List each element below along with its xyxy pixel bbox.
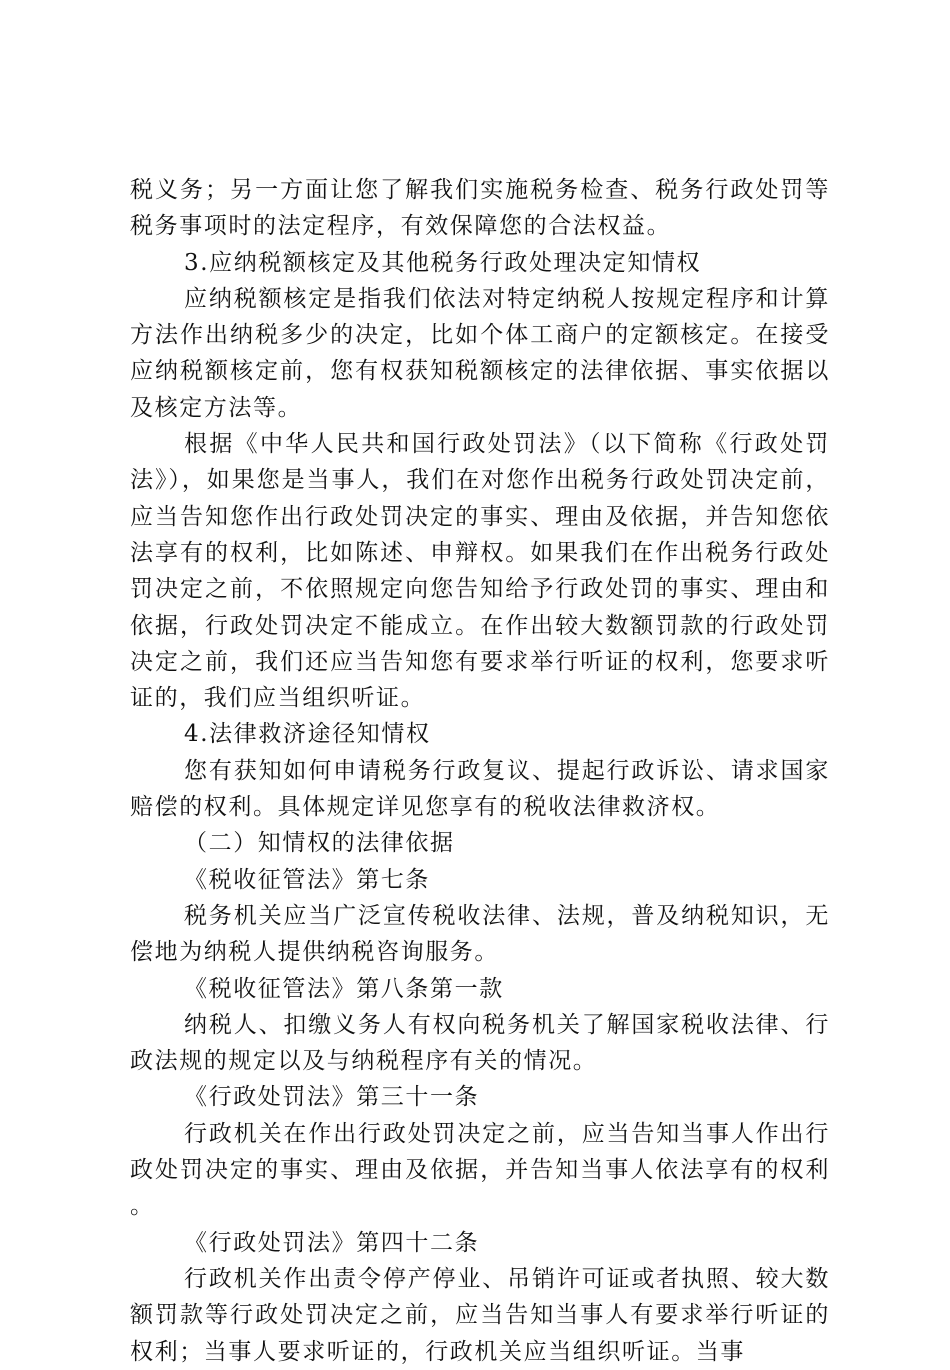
section-heading-legal-basis: （二）知情权的法律依据 (184, 830, 455, 857)
law-citation: 《税收征管法》第七条 (184, 866, 430, 893)
law-citation: 《行政处罚法》第三十一条 (184, 1084, 480, 1111)
law-text: 行政机关在作出行政处罚决定之前，应当告知当事人作出行政处罚决定的事实、理由及依据，并告知当事人依法享有的权利。 (130, 1120, 830, 1220)
law-text: 行政机关作出责令停产停业、吊销许可证或者执照、较大数额罚款等行政处罚决定之前，应当告知当事人有要求举行听证的权利；当事人要求听证的，行政机关应当组织听证。当事 (130, 1265, 830, 1365)
section-heading-3: 3.应纳税额核定及其他税务行政处理决定知情权 (184, 249, 702, 276)
paragraph-legal-remedy: 您有获知如何申请税务行政复议、提起行政诉讼、请求国家赔偿的权利。具体规定详见您享有的税收法律救济权。 (130, 757, 830, 821)
law-citation: 《行政处罚法》第四十二条 (184, 1229, 480, 1256)
section-heading-4: 4.法律救济途径知情权 (184, 721, 431, 748)
law-text: 纳税人、扣缴义务人有权向税务机关了解国家税收法律、行政法规的规定以及与纳税程序有关的情况。 (130, 1011, 830, 1075)
paragraph-continuation: 税义务；另一方面让您了解我们实施税务检查、税务行政处罚等税务事项时的法定程序，有效保障您的合法权益。 (130, 177, 830, 240)
paragraph-tax-assessment: 应纳税额核定是指我们依法对特定纳税人按规定程序和计算方法作出纳税多少的决定，比如个体工商户的定额核定。在接受应纳税额核定前，您有权获知税额核定的法律依据、事实依据以及核定方法等。 (130, 285, 830, 421)
paragraph-administrative-penalty: 根据《中华人民共和国行政处罚法》（以下简称《行政处罚法》），如果您是当事人，我们在对您作出税务行政处罚决定前，应当告知您作出行政处罚决定的事实、理由及依据，并告知您依法享有的权利，比如陈述、申辩权。如果我们在作出税务行政处罚决定之前，不依照规定向您告知给予行政处罚的事实、理由和依据，行政处罚决定不能成立。在作出较大数额罚款的行政处罚决定之前，我们还应当告知您有要求举行听证的权利，您要求听证的，我们应当组织听证。 (130, 431, 830, 712)
document-body (130, 172, 830, 1370)
law-citation: 《税收征管法》第八条第一款 (184, 975, 504, 1002)
law-text: 税务机关应当广泛宣传税收法律、法规，普及纳税知识，无偿地为纳税人提供纳税咨询服务。 (130, 902, 830, 966)
